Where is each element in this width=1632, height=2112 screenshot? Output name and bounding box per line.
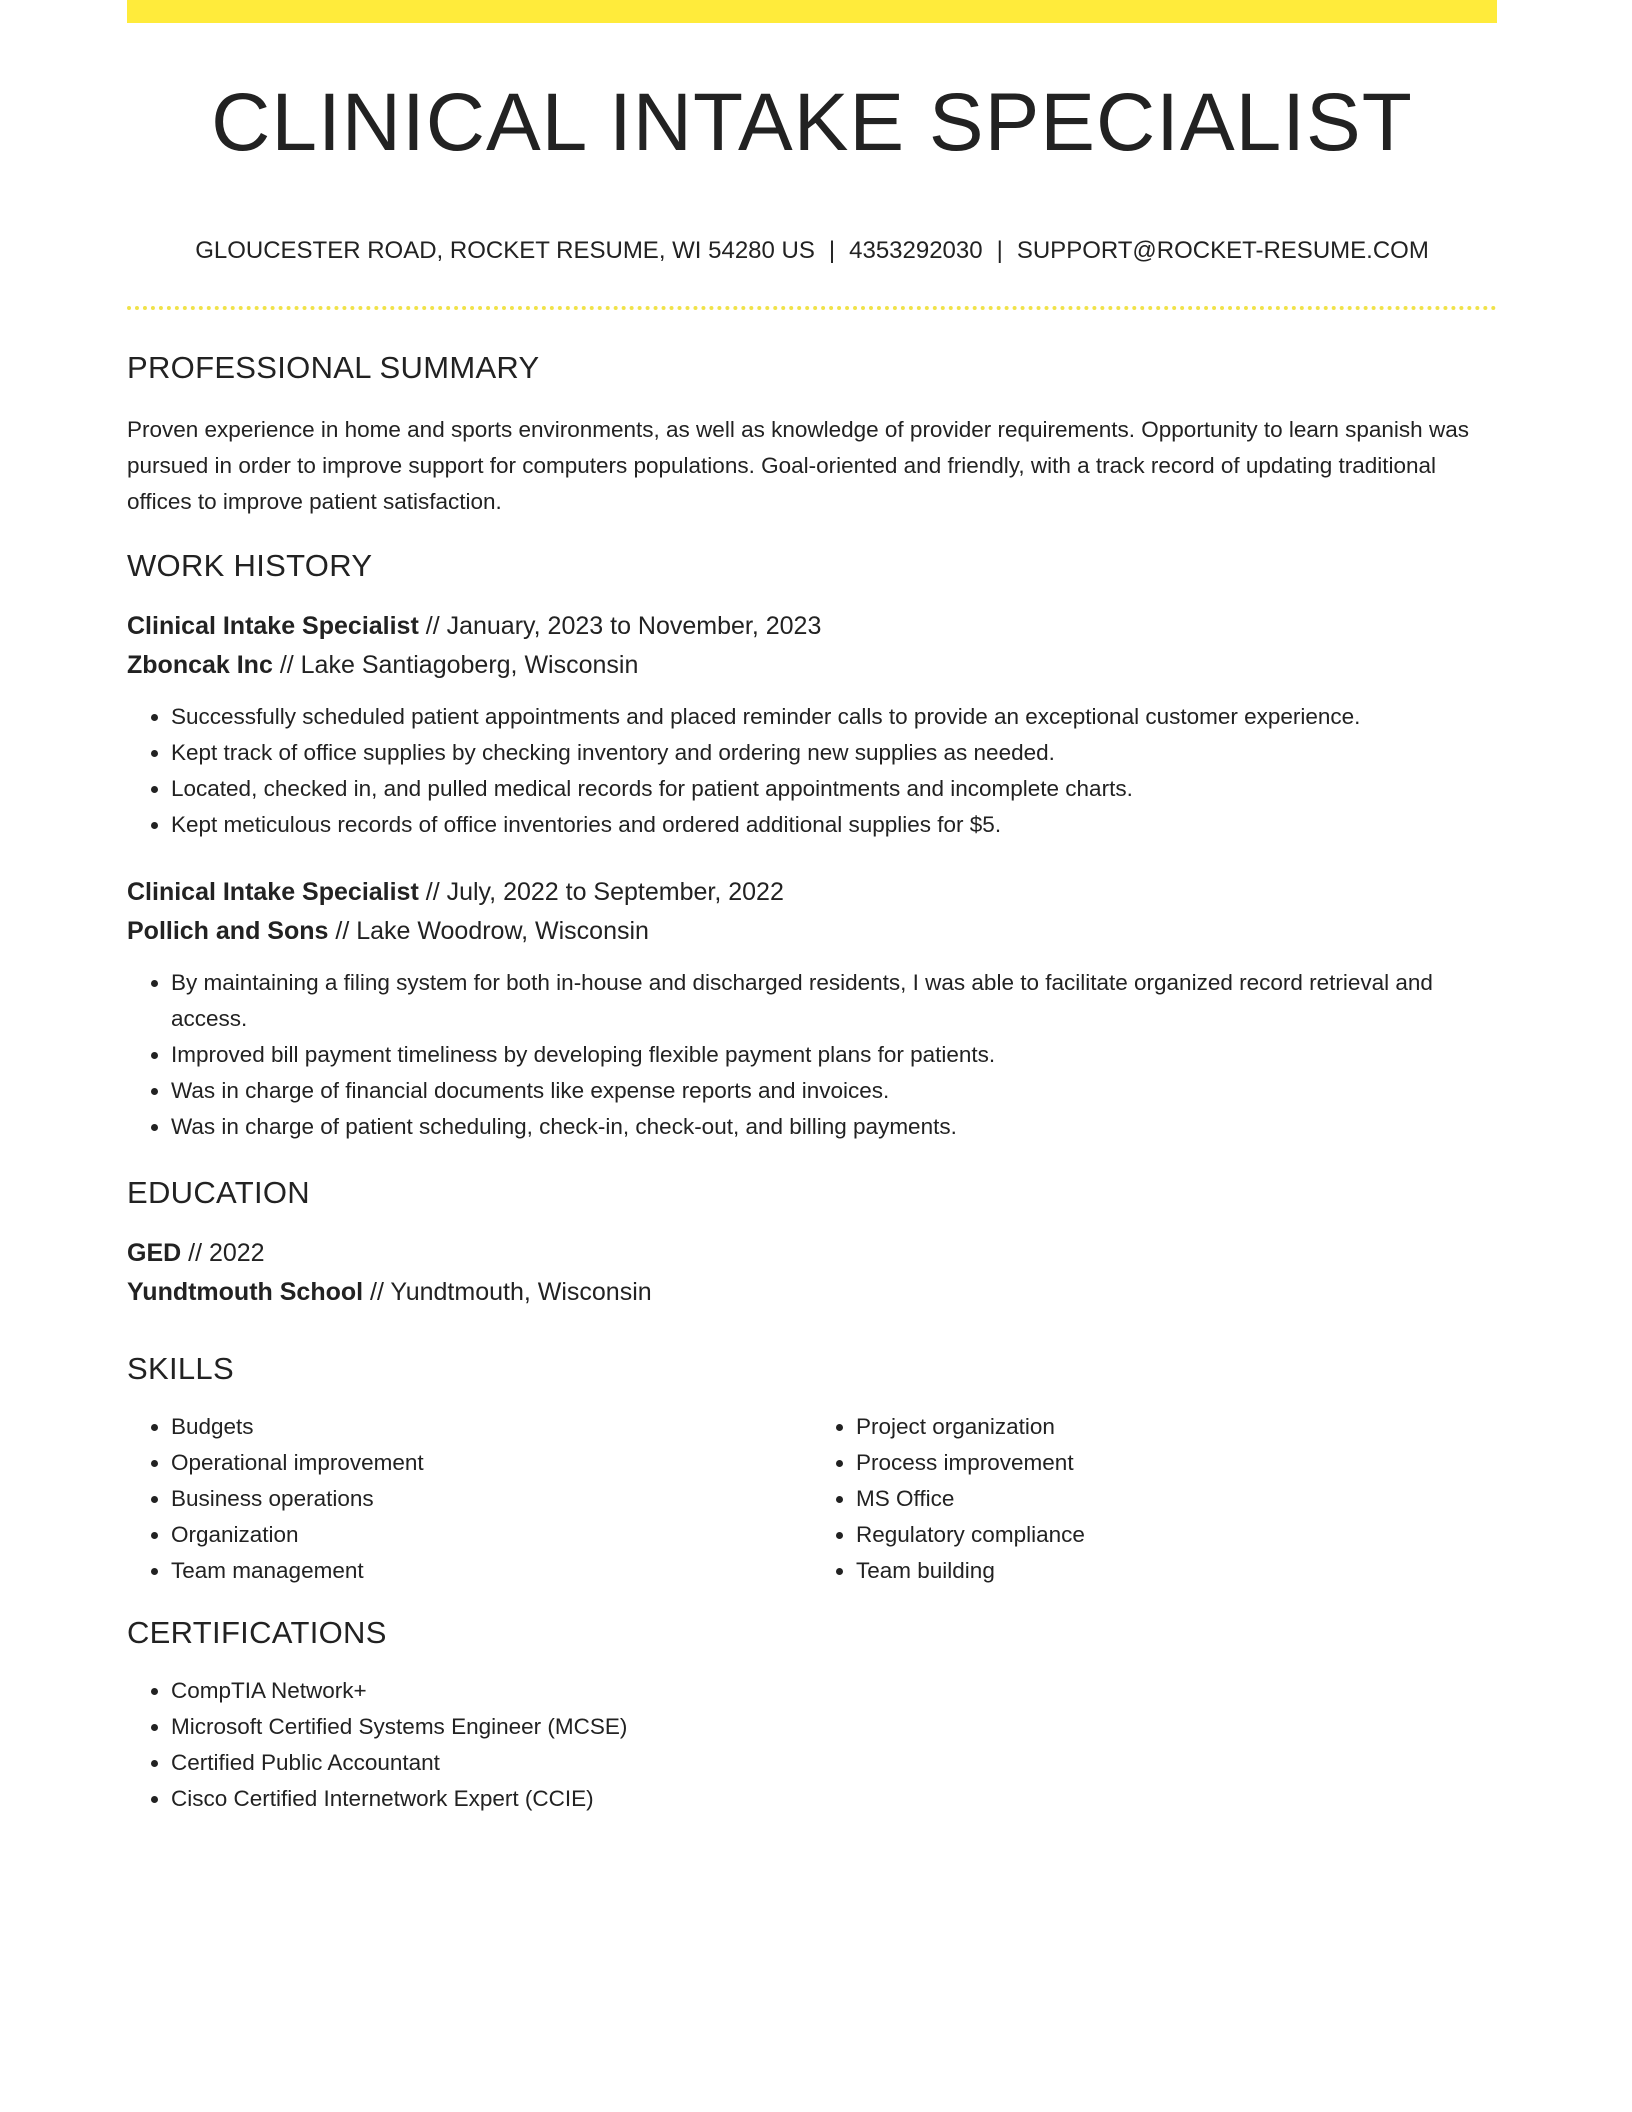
job-dates: // July, 2022 to September, 2022 — [418, 878, 784, 906]
summary-text: Proven experience in home and sports environments, as well as knowledge of provider requirements. Opportunity to learn spanish was pursued in order to improve support for computers populations. Goal-oriented and friendly, with a track record of updating traditional offices to improve patient satisfaction. — [127, 417, 1469, 514]
job-entry — [127, 607, 1497, 843]
skill-item: • Project organization — [856, 1409, 1497, 1445]
education-school: Yundtmouth School — [127, 1278, 364, 1306]
job-bullet: • Improved bill payment timeliness by developing flexible payment plans for patients. — [171, 1037, 1497, 1073]
job-company-line — [127, 912, 1497, 951]
job-title-line — [127, 607, 1497, 646]
certifications-heading: CERTIFICATIONS — [127, 1615, 387, 1650]
skills-grid — [127, 1409, 1497, 1589]
skill-item: • Team management — [171, 1553, 812, 1589]
skill-item: • MS Office — [856, 1481, 1497, 1517]
job-bullets — [127, 699, 1497, 843]
skill-item: • Team building — [856, 1553, 1497, 1589]
header-divider — [127, 306, 1497, 310]
job-company: Pollich and Sons — [127, 917, 329, 945]
job-bullet: • By maintaining a filing system for both in-house and discharged residents, I was able to facilitate organized record retrieval and access. — [171, 965, 1497, 1037]
skills-list-right — [812, 1409, 1497, 1589]
resume-content — [127, 350, 1497, 1817]
resume-title: CLINICAL INTAKE SPECIALIST — [211, 77, 1413, 168]
education-degree-line — [127, 1234, 1497, 1273]
contact-email: SUPPORT@ROCKET-RESUME.COM — [1016, 237, 1429, 264]
job-bullet: • Was in charge of patient scheduling, check-in, check-out, and billing payments. — [171, 1109, 1497, 1145]
job-title: Clinical Intake Specialist — [127, 878, 419, 906]
skills-list-left — [127, 1409, 812, 1589]
job-bullet: • Kept meticulous records of office inventories and ordered additional supplies for $5. — [171, 807, 1497, 843]
education-school-line — [127, 1273, 1497, 1312]
skill-item: • Budgets — [171, 1409, 812, 1445]
education-heading: EDUCATION — [127, 1175, 310, 1210]
contact-separator: | — [996, 237, 1003, 264]
contact-line — [127, 237, 1497, 265]
certifications-list — [127, 1673, 1497, 1817]
job-bullet: • Kept track of office supplies by checking inventory and ordering new supplies as needed. — [171, 735, 1497, 771]
education-entry — [127, 1234, 1497, 1312]
certification-item: • Microsoft Certified Systems Engineer (MCSE) — [171, 1709, 1497, 1745]
contact-phone: 4353292030 — [849, 237, 983, 264]
job-bullets — [127, 965, 1497, 1145]
job-location: // Lake Woodrow, Wisconsin — [328, 917, 649, 945]
contact-separator: | — [828, 237, 836, 264]
skill-item: • Organization — [171, 1517, 812, 1553]
job-company: Zboncak Inc — [127, 651, 273, 679]
skill-item: • Regulatory compliance — [856, 1517, 1497, 1553]
certification-item: • Certified Public Accountant — [171, 1745, 1497, 1781]
job-dates: // January, 2023 to November, 2023 — [418, 612, 822, 640]
education-year: // 2022 — [181, 1239, 265, 1267]
skills-heading: SKILLS — [127, 1351, 234, 1386]
accent-bar — [127, 0, 1497, 23]
job-entry — [127, 873, 1497, 1145]
skill-item: • Process improvement — [856, 1445, 1497, 1481]
summary-heading: PROFESSIONAL SUMMARY — [127, 350, 540, 385]
job-bullet: • Was in charge of financial documents like expense reports and invoices. — [171, 1073, 1497, 1109]
job-title: Clinical Intake Specialist — [127, 612, 419, 640]
contact-address: GLOUCESTER ROAD, ROCKET RESUME, WI 54280 US — [195, 237, 815, 264]
skill-item: • Business operations — [171, 1481, 812, 1517]
job-bullet: • Successfully scheduled patient appointments and placed reminder calls to provide an exceptional customer experience. — [171, 699, 1497, 735]
job-company-line — [127, 646, 1497, 685]
job-title-line — [127, 873, 1497, 912]
certification-item: • Cisco Certified Internetwork Expert (CCIE) — [171, 1781, 1497, 1817]
education-location: // Yundtmouth, Wisconsin — [363, 1278, 652, 1306]
job-location: // Lake Santiagoberg, Wisconsin — [272, 651, 639, 679]
education-degree: GED — [127, 1239, 182, 1267]
job-bullet: • Located, checked in, and pulled medical records for patient appointments and incomplete charts. — [171, 771, 1497, 807]
certification-item: • CompTIA Network+ — [171, 1673, 1497, 1709]
skill-item: • Operational improvement — [171, 1445, 812, 1481]
work-heading: WORK HISTORY — [127, 548, 373, 583]
